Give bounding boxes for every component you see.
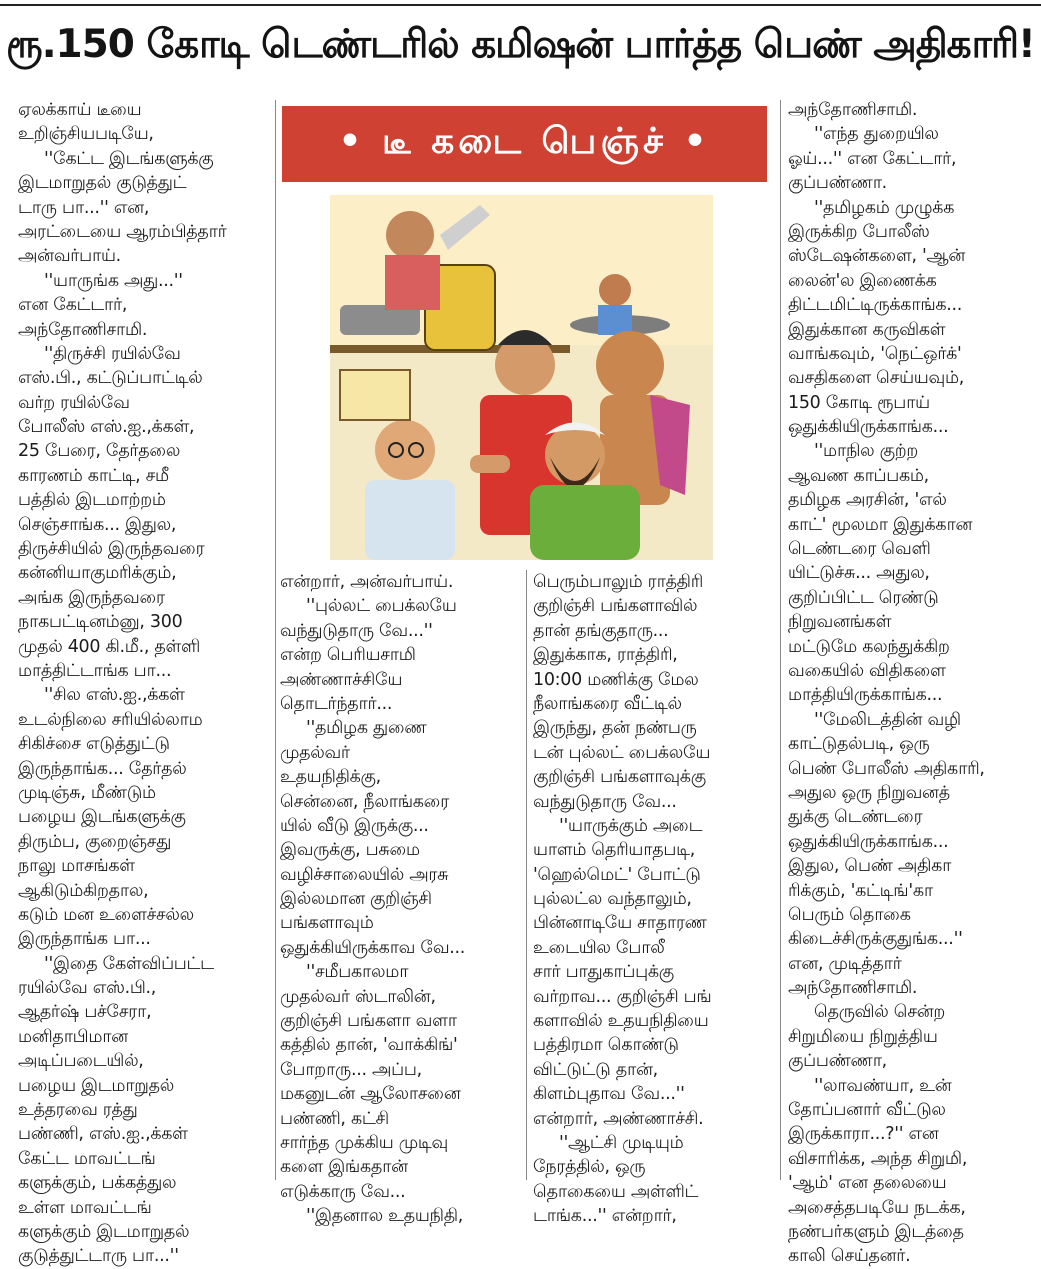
text-line: 'ஹெல்மெட்' போட்டு xyxy=(533,864,701,885)
text-line: தெருவில் சென்ற xyxy=(814,1002,946,1023)
text-line: நண்பர்களும் இடத்தை xyxy=(788,1221,964,1242)
text-line: டாரு பா...'' என, xyxy=(18,197,150,218)
top-rule xyxy=(0,4,1041,6)
text-line: ''மேலிடத்தின் வழி xyxy=(814,709,961,730)
text-line: என்றார், அண்ணாச்சி. xyxy=(533,1108,704,1129)
text-line: இதுல, பெண் அதிகா xyxy=(788,856,952,877)
text-line: ஏலக்காய் டீயை xyxy=(18,100,142,120)
text-line: கிளம்புதாவ வே...'' xyxy=(533,1084,685,1105)
text-line: ''திருச்சி ரயில்வே xyxy=(44,343,181,364)
text-line: நேரத்தில், ஒரு xyxy=(533,1157,646,1178)
text-line: வகையில் விதிகளை xyxy=(788,660,946,681)
section-banner: • டீ கடை பெஞ்ச் • xyxy=(282,106,767,182)
text-line: நாலு மாசங்கள் xyxy=(18,856,135,877)
text-line: பண்ணி, எஸ்.ஐ.,க்கள் xyxy=(18,1124,188,1145)
text-line: குடுத்துட்டாரு பா...'' xyxy=(18,1246,179,1267)
text-line: களை இங்கதான் xyxy=(280,1157,408,1178)
text-line: காரணம் காட்டி, சமீ xyxy=(18,465,169,486)
text-line: குறிப்பிட்ட ரெண்டு xyxy=(788,587,939,608)
text-line: ''தமிழகம் முழுக்க xyxy=(814,197,955,218)
text-line: செஞ்சாங்க... இதுல, xyxy=(18,514,177,535)
text-line: வழிச்சாலையில் அரசு xyxy=(280,864,449,885)
text-line: பெண் போலீஸ் அதிகாரி, xyxy=(788,758,985,779)
text-line: இவருக்கு, பசுமை xyxy=(280,840,420,861)
text-line: தொடர்ந்தார்... xyxy=(280,693,393,714)
text-line: திரும்ப, குறைஞ்சது xyxy=(18,831,172,852)
text-line: வர்ற ரயில்வே xyxy=(18,392,130,413)
text-line: 25 பேரை, தேர்தலை xyxy=(18,441,181,462)
text-line: இதுக்காக, ராத்திரி, xyxy=(533,645,678,666)
text-line: ஓய்...'' என கேட்டார், xyxy=(788,148,957,169)
text-line: ''தமிழக துணை xyxy=(306,718,427,739)
text-line: ''இதனால உதயநிதி, xyxy=(306,1206,464,1227)
text-line: அதுல ஒரு நிறுவனத் xyxy=(788,782,950,803)
text-line: நிறுவனங்கள் xyxy=(788,612,892,633)
text-line: இதுக்கான கருவிகள் xyxy=(788,319,946,340)
text-line: முடிஞ்சு, மீண்டும் xyxy=(18,782,156,803)
text-line: துக்கு டெண்டரை xyxy=(788,807,923,828)
text-line: என கேட்டார், xyxy=(18,295,128,316)
text-line: உத்தரவை ரத்து xyxy=(18,1100,138,1121)
text-line: ''யாருங்க அது...'' xyxy=(44,270,183,291)
text-line: பங்களாவும் xyxy=(280,913,374,934)
cartoon-illustration xyxy=(330,195,713,560)
text-line: உடையில போலீ xyxy=(533,937,665,958)
text-line: இருந்தாங்க... தேர்தல் xyxy=(18,758,187,779)
text-line: சார் பாதுகாப்புக்கு xyxy=(533,962,674,983)
text-line: பண்ணி, கட்சி xyxy=(280,1108,389,1129)
text-line: கேட்ட மாவட்டங் xyxy=(18,1148,156,1169)
text-line: ''லாவண்யா, உன் xyxy=(814,1075,952,1096)
text-line: 'ஆம்' என தலையை xyxy=(788,1173,947,1194)
text-line: மாத்திட்டாங்க பா... xyxy=(18,660,172,681)
text-line: நீலாங்கரை வீட்டில் xyxy=(533,693,682,714)
text-line: பத்திரமா கொண்டு xyxy=(533,1035,679,1056)
text-line: சார்ந்த முக்கிய முடிவு xyxy=(280,1132,448,1153)
text-line: உடல்நிலை சரியில்லாம xyxy=(18,709,203,730)
text-line: தான் தங்குதாரு... xyxy=(533,620,669,641)
text-line: போலீஸ் எஸ்.ஐ.,க்கள், xyxy=(18,417,195,438)
column-1 xyxy=(18,98,270,1269)
text-line: கடும் மன உளைச்சல்ல xyxy=(18,904,194,925)
tea-shop-cartoon xyxy=(330,195,713,560)
text-line: ''யாருக்கும் அடை xyxy=(559,815,703,836)
text-line: வர்றாவ... குறிஞ்சி பங் xyxy=(533,986,712,1007)
text-line: இருந்தாங்க பா... xyxy=(18,929,151,950)
text-line: என்ற பெரியசாமி xyxy=(280,645,416,666)
text-line: கத்தில் தான், 'வாக்கிங்' xyxy=(280,1035,458,1056)
text-line: வாங்கவும், 'நெட்ஒர்க்' xyxy=(788,343,962,364)
text-line: கன்னியாகுமரிக்கும், xyxy=(18,563,177,584)
text-line: வந்துடுதாரு வே...'' xyxy=(280,620,433,641)
column-divider xyxy=(275,100,276,1180)
text-line: காலி செய்தனர். xyxy=(788,1246,911,1267)
text-line: என, முடித்தார் xyxy=(788,953,902,974)
text-line: வசதிகளை செய்யவும், xyxy=(788,368,964,389)
text-line: என்றார், அன்வர்பாய். xyxy=(280,572,454,592)
column-4 xyxy=(788,98,1033,1269)
text-line: அந்தோணிசாமி. xyxy=(788,100,918,120)
text-line: குப்பண்ணா. xyxy=(788,173,887,194)
text-line: விசாரிக்க, அந்த சிறுமி, xyxy=(788,1148,968,1169)
text-line: அரட்டையை ஆரம்பித்தார் xyxy=(18,221,227,242)
text-line: மாத்தியிருக்காங்க... xyxy=(788,685,943,706)
text-line: போறாரு... அப்ப, xyxy=(280,1059,422,1080)
text-line: ''மாநில குற்ற xyxy=(814,441,919,462)
text-line: ''இதை கேள்விப்பட்ட xyxy=(44,953,214,974)
text-line: காட்டுதல்படி, ஒரு xyxy=(788,734,930,755)
column-divider xyxy=(780,100,781,1180)
text-line: ''ஆட்சி முடியும் xyxy=(559,1132,684,1153)
text-line: உள்ள மாவட்டங் xyxy=(18,1197,152,1218)
text-line: பின்னாடியே சாதாரண xyxy=(533,913,707,934)
text-line: பெரும்பாலும் ராத்திரி xyxy=(533,572,703,592)
column-3 xyxy=(533,570,771,1229)
text-line: டன் புல்லட் பைக்லயே xyxy=(533,742,711,763)
text-line: அங்க இருந்தவரை xyxy=(18,587,165,608)
text-line: நாகபட்டினம்னு, 300 xyxy=(18,612,183,633)
text-line: இருக்காரா...?'' என xyxy=(788,1124,939,1145)
text-line: கிடைச்சிருக்குதுங்க...'' xyxy=(788,929,963,950)
text-line: புல்லட்ல வந்தாலும், xyxy=(533,889,692,910)
text-line: அசைத்தபடியே நடக்க, xyxy=(788,1197,966,1218)
text-line: 10:00 மணிக்கு மேல xyxy=(533,669,699,690)
text-line: முதல்வர் xyxy=(280,742,350,763)
text-line: வந்துடுதாரு வே... xyxy=(533,791,677,812)
text-line: குறிஞ்சி பங்களா வளா xyxy=(280,1011,457,1032)
text-line: ஒதுக்கியிருக்காங்க... xyxy=(788,417,949,438)
text-line: ''சமீபகாலமா xyxy=(306,962,409,983)
text-line: அண்ணாச்சியே xyxy=(280,669,403,690)
text-line: யாளம் தெரியாதபடி, xyxy=(533,840,695,861)
text-line: யிட்டுச்சு... அதுல, xyxy=(788,563,930,584)
text-line: அடிப்படையில், xyxy=(18,1051,144,1072)
text-line: ரிக்கும், 'கட்டிங்'கா xyxy=(788,880,933,901)
text-line: ரயில்வே எஸ்.பி., xyxy=(18,978,157,999)
text-line: ஆகிடும்கிறதால, xyxy=(18,880,149,901)
text-line: மகனுடன் ஆலோசனை xyxy=(280,1084,461,1105)
column-divider xyxy=(526,570,527,1180)
text-line: களுக்கும் இடமாறுதல் xyxy=(18,1221,190,1242)
text-line: காட்' மூலமா இதுக்கான xyxy=(788,514,973,535)
text-line: ஸ்டேஷன்களை, 'ஆன் xyxy=(788,246,965,267)
text-line: உறிஞ்சியபடியே, xyxy=(18,124,154,145)
text-line: ஆவண காப்பகம், xyxy=(788,465,929,486)
page-headline: ரூ.150 கோடி டெண்டரில் கமிஷன் பார்த்த பெண் அதிகாரி! xyxy=(6,22,1035,67)
text-line: உதயநிதிக்கு, xyxy=(280,767,381,788)
text-line: தமிழக அரசின், 'எல் xyxy=(788,490,947,511)
text-line: குப்பண்ணா, xyxy=(788,1051,887,1072)
text-line: ஆதர்ஷ் பச்சேரா, xyxy=(18,1002,152,1023)
text-line: மனிதாபிமான xyxy=(18,1026,128,1047)
text-line: ''சில எஸ்.ஐ.,க்கள் xyxy=(44,685,185,706)
text-line: தோப்பனார் வீட்டுல xyxy=(788,1100,946,1121)
text-line: டெண்டரை வெளி xyxy=(788,539,931,560)
text-line: விட்டுட்டு தான், xyxy=(533,1059,658,1080)
text-line: முதல்வர் ஸ்டாலின், xyxy=(280,986,436,1007)
text-line: எஸ்.பி., கட்டுப்பாட்டில் xyxy=(18,368,203,389)
text-line: திட்டமிட்டிருக்காங்க... xyxy=(788,295,963,316)
text-line: தொகையை அள்ளிட் xyxy=(533,1181,699,1202)
text-line: குறிஞ்சி பங்களாவுக்கு xyxy=(533,767,706,788)
text-line: களுக்கும், பக்கத்துல xyxy=(18,1173,177,1194)
text-line: திருச்சியில் இருந்தவரை xyxy=(18,539,205,560)
text-line: மட்டுமே கலந்துக்கிற xyxy=(788,636,950,657)
text-line: ஒதுக்கியிருக்காங்க... xyxy=(788,831,949,852)
column-2 xyxy=(280,570,518,1229)
text-line: குறிஞ்சி பங்களாவில் xyxy=(533,596,698,617)
text-line: இல்லமான குறிஞ்சி xyxy=(280,889,432,910)
text-line: இருக்கிற போலீஸ் xyxy=(788,221,930,242)
text-line: ''எந்த துறையில xyxy=(814,124,939,145)
text-line: முதல் 400 கி.மீ., தள்ளி xyxy=(18,636,201,657)
text-line: அன்வர்பாய். xyxy=(18,246,121,267)
text-line: சென்னை, நீலாங்கரை xyxy=(280,791,449,812)
text-line: எடுக்காரு வே... xyxy=(280,1181,406,1202)
text-line: அந்தோணிசாமி. xyxy=(18,319,148,340)
text-line: ''கேட்ட இடங்களுக்கு xyxy=(44,148,214,169)
text-line: ஒதுக்கியிருக்காவ வே... xyxy=(280,937,466,958)
text-line: டாங்க...'' என்றார், xyxy=(533,1206,677,1227)
text-line: பத்தில் இடமாற்றம் xyxy=(18,490,166,511)
text-line: அந்தோணிசாமி. xyxy=(788,978,918,999)
text-line: 150 கோடி ரூபாய் xyxy=(788,392,930,413)
text-line: லைன்'ல இணைக்க xyxy=(788,270,937,291)
text-line: இருந்து, தன் நண்பரு xyxy=(533,718,697,739)
text-line: சிகிச்சை எடுத்துட்டு xyxy=(18,734,170,755)
text-line: ''புல்லட் பைக்லயே xyxy=(306,596,457,617)
text-line: பழைய இடமாறுதல் xyxy=(18,1075,174,1096)
text-line: பழைய இடங்களுக்கு xyxy=(18,807,186,828)
text-line: பெரும் தொகை xyxy=(788,904,911,925)
text-line: சிறுமியை நிறுத்திய xyxy=(788,1026,938,1047)
text-line: களாவில் உதயநிதியை xyxy=(533,1011,709,1032)
text-line: யில் வீடு இருக்கு... xyxy=(280,815,429,836)
text-line: இடமாறுதல் குடுத்துட் xyxy=(18,173,187,194)
